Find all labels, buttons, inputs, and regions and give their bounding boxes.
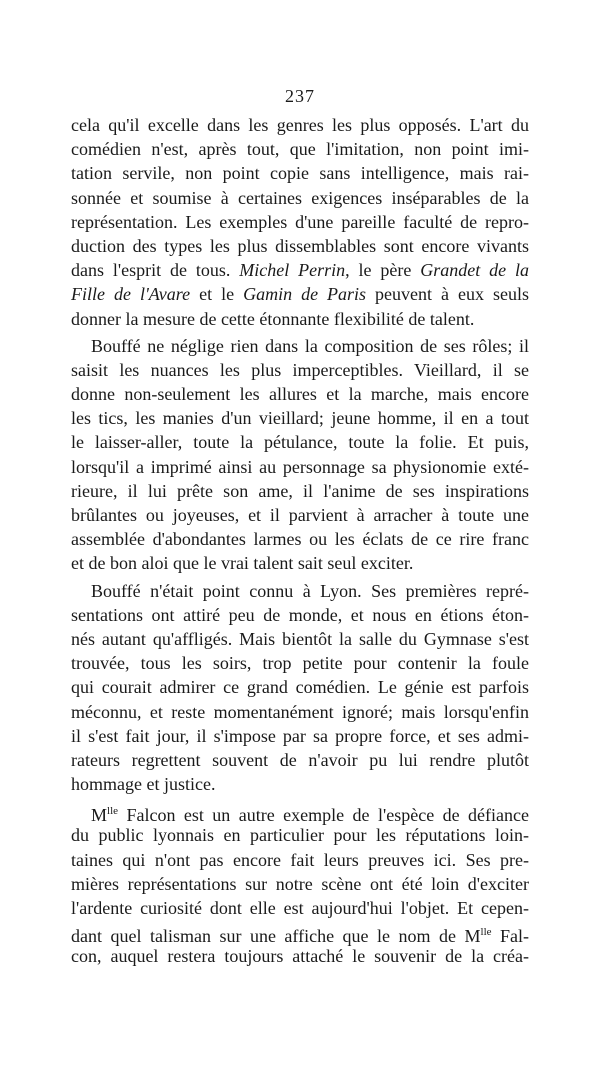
text-line: tation servile, non point copie sans intelligence, mais rai- (71, 163, 529, 184)
page-number: 237 (285, 86, 315, 106)
text-line: taines qui n'ont pas encore fait leurs preuves ici. Ses pre- (71, 849, 529, 870)
text-line: et de bon aloi que le vrai talent sait seul exciter. (71, 553, 414, 574)
text-line: l'ardente curiosité dont elle est aujourd'hui l'objet. Et cepen- (71, 898, 529, 918)
text-line: hommage et justice. (71, 774, 216, 795)
paragraph-2 (71, 334, 529, 576)
text-line: Fille de l'Avare et le Gamin de Paris peuvent à eux seuls (71, 284, 529, 305)
paragraph-4 (71, 799, 529, 968)
text-line: nés autant qu'affligés. Mais bientôt la salle du Gymnase s'est (71, 628, 529, 649)
text-line: assemblée d'abondantes larmes ou les éclats de ce rire franc (71, 529, 529, 550)
text-line: lorsqu'il a imprimé ainsi au personnage sa physionomie exté- (71, 456, 529, 477)
text-line: Bouffé n'était point connu à Lyon. Ses premières repré- (91, 580, 529, 601)
text-line: représentation. Les exemples d'une pareille faculté de repro- (71, 211, 529, 232)
text-line: mières représentations sur notre scène ont été loin d'exciter (71, 873, 529, 894)
text-line: méconnu, et reste momentanément ignoré; mais lorsqu'enfin (71, 701, 529, 722)
text-line: brûlantes ou joyeuses, et il parvient à arracher à toute une (71, 505, 529, 525)
text-line: donne non-seulement les allures et la marche, mais encore (71, 384, 529, 405)
text-line: donner la mesure de cette étonnante flexibilité de talent. (71, 308, 475, 329)
text-line: comédien n'est, après tout, que l'imitation, non point imi- (71, 139, 529, 160)
text-line: sentations ont attiré peu de monde, et nous en étions éton- (71, 604, 529, 625)
text-line: rateurs regrettent souvent de n'avoir pu lui rendre plutôt (71, 749, 529, 770)
paragraph-3 (71, 579, 529, 797)
text-line: le laisser-aller, toute la pétulance, toute la folie. Et puis, (71, 432, 529, 453)
text-line: duction des types les plus dissemblables sont encore vivants (71, 235, 529, 256)
text-line: dant quel talisman sur une affiche que le nom de $M^{lle}$ Fal- (71, 926, 530, 947)
text-line: $M^{lle}$ Falcon est un autre exemple de l'espèce de défiance (91, 805, 529, 826)
text-line: con, auquel restera toujours attaché le souvenir de la créa- (71, 946, 529, 967)
text-line: les tics, les manies d'un vieillard; jeune homme, il en a tout (71, 408, 529, 429)
text-line: trouvée, tous les soirs, trop petite pour contenir la foule (71, 653, 529, 674)
text-line: cela qu'il excelle dans les genres les plus opposés. L'art du (71, 115, 529, 135)
text-line: il s'est fait jour, il s'impose par sa propre force, et ses admi- (71, 725, 529, 746)
text-line: Bouffé ne néglige rien dans la composition de ses rôles; il (91, 335, 529, 356)
paragraph-1 (71, 113, 529, 331)
text-line: qui courait admirer ce grand comédien. Le génie est parfois (71, 677, 529, 698)
text-line: sonnée et soumise à certaines exigences inséparables de la (71, 187, 529, 208)
text-line: saisit les nuances les plus imperceptibles. Vieillard, il se (71, 359, 529, 380)
text-line: dans l'esprit de tous. Michel Perrin, le père Grandet de la (71, 260, 529, 281)
text-line: rieure, il lui prête son ame, il l'anime de ses inspirations (71, 480, 529, 501)
body-text (71, 113, 529, 969)
text-line: du public lyonnais en particulier pour les réputations loin- (71, 825, 529, 846)
